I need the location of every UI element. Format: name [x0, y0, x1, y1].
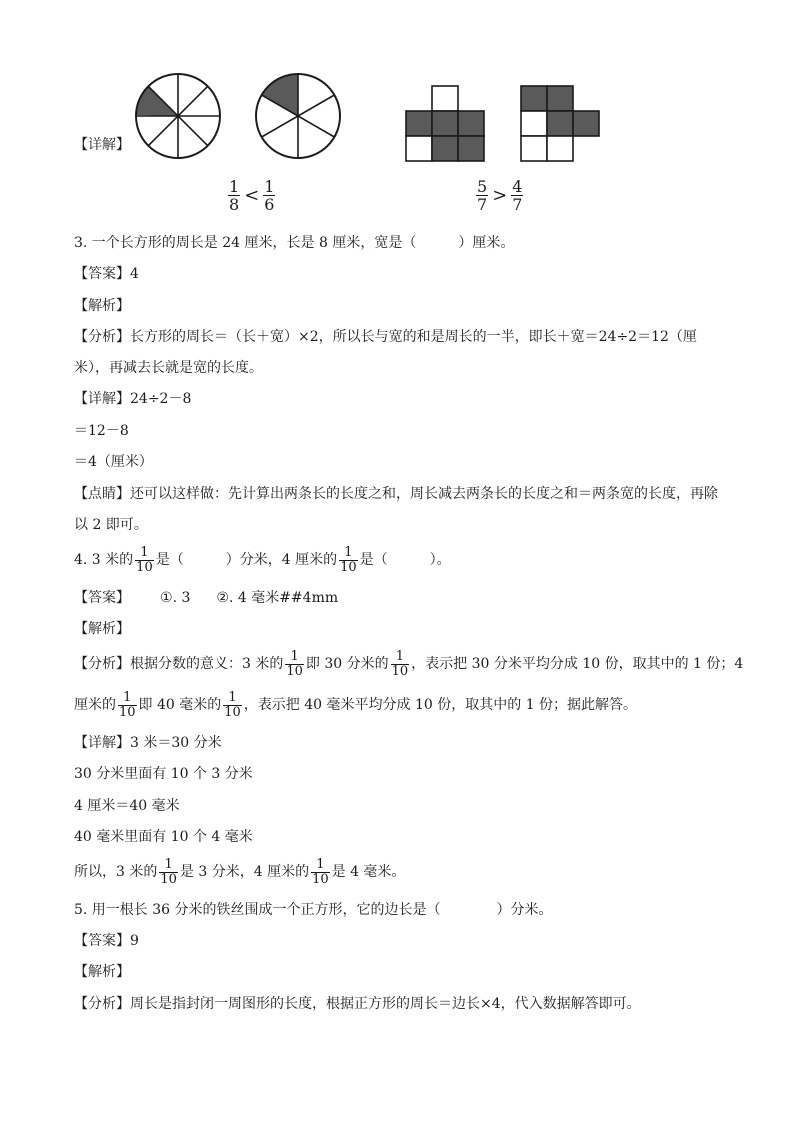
detail-label-figure: 【详解】	[74, 137, 130, 153]
q4-detail-4: 40 毫米里面有 10 个 4 毫米	[74, 829, 253, 845]
circle-sixths	[256, 74, 340, 158]
q4-detail-1: 【详解】3 米＝30 分米	[74, 735, 222, 751]
q3-fenxi-2: 米），再减去长就是宽的长度。	[74, 360, 263, 376]
q4-detail-2: 30 分米里面有 10 个 3 分米	[74, 766, 253, 782]
comparison-sevenths: $\frac{5}{7}$ > $\frac{4}{7}$	[477, 177, 523, 214]
q4-question: 4. 3 米的 $\frac{1}{10}$ 是（ ）分米，4 厘米的 $\frac{1}{10}$ 是（ ）。	[74, 544, 451, 575]
q3-fenxi-1: 【分析】长方形的周长＝（长＋宽）×2，所以长与宽的和是周长的一半，即长＋宽＝24÷2＝12（厘	[74, 329, 697, 345]
q5-question: 5. 用一根长 36 分米的铁丝围成一个正方形，它的边长是（ ）分米。	[74, 902, 553, 918]
shaded-eighth	[136, 86, 178, 116]
q3-dianjing-1: 【点睛】还可以这样做：先计算出两条长的长度之和，周长减去两条长的长度之和＝两条宽的长度，再除	[74, 486, 718, 502]
q5-fenxi: 【分析】周长是指封闭一周图形的长度，根据正方形的周长＝边长×4，代入数据解答即可。	[74, 996, 641, 1012]
q3-step-3: ＝4（厘米）	[74, 454, 153, 470]
fraction-figure	[130, 68, 610, 168]
circle-eighths	[136, 74, 220, 158]
q4-detail-3: 4 厘米＝40 毫米	[74, 798, 180, 814]
q5-analysis-title: 【解析】	[74, 964, 130, 980]
q3-dianjing-2: 以 2 即可。	[74, 517, 148, 533]
q4-fenxi-2: 厘米的 $\frac{1}{10}$ 即 40 毫米的 $\frac{1}{10}$ ，表示把 40 毫米平均分成 10 份，取其中的 1 份；据此解答。	[74, 689, 638, 720]
grid-sevenths-b	[521, 86, 599, 161]
shaded-sixth	[262, 74, 298, 116]
q3-step-2: ＝12－8	[74, 423, 129, 439]
q3-answer: 【答案】4	[74, 266, 139, 282]
comparison-eighth-sixth: $\frac{1}{8}$ < $\frac{1}{6}$	[229, 177, 275, 214]
q4-fenxi-1: 【分析】根据分数的意义：3 米的 $\frac{1}{10}$ 即 30 分米的 $\frac{1}{10}$ ，表示把 30 分米平均分成 10 份，取其中的 1 份；4	[74, 648, 744, 679]
q3-analysis-title: 【解析】	[74, 298, 130, 314]
grid-sevenths-a	[406, 86, 484, 161]
q4-answer: 【答案】 ①. 3 ②. 4 毫米##4mm	[74, 590, 339, 606]
q4-conclusion: 所以，3 米的 $\frac{1}{10}$ 是 3 分米，4 厘米的 $\frac{1}{10}$ 是 4 毫米。	[74, 856, 406, 887]
q3-step-1: 【详解】24÷2－8	[74, 391, 192, 407]
q4-analysis-title: 【解析】	[74, 621, 130, 637]
q3-question: 3. 一个长方形的周长是 24 厘米，长是 8 厘米，宽是（ ）厘米。	[74, 235, 515, 251]
q5-answer: 【答案】9	[74, 933, 139, 949]
